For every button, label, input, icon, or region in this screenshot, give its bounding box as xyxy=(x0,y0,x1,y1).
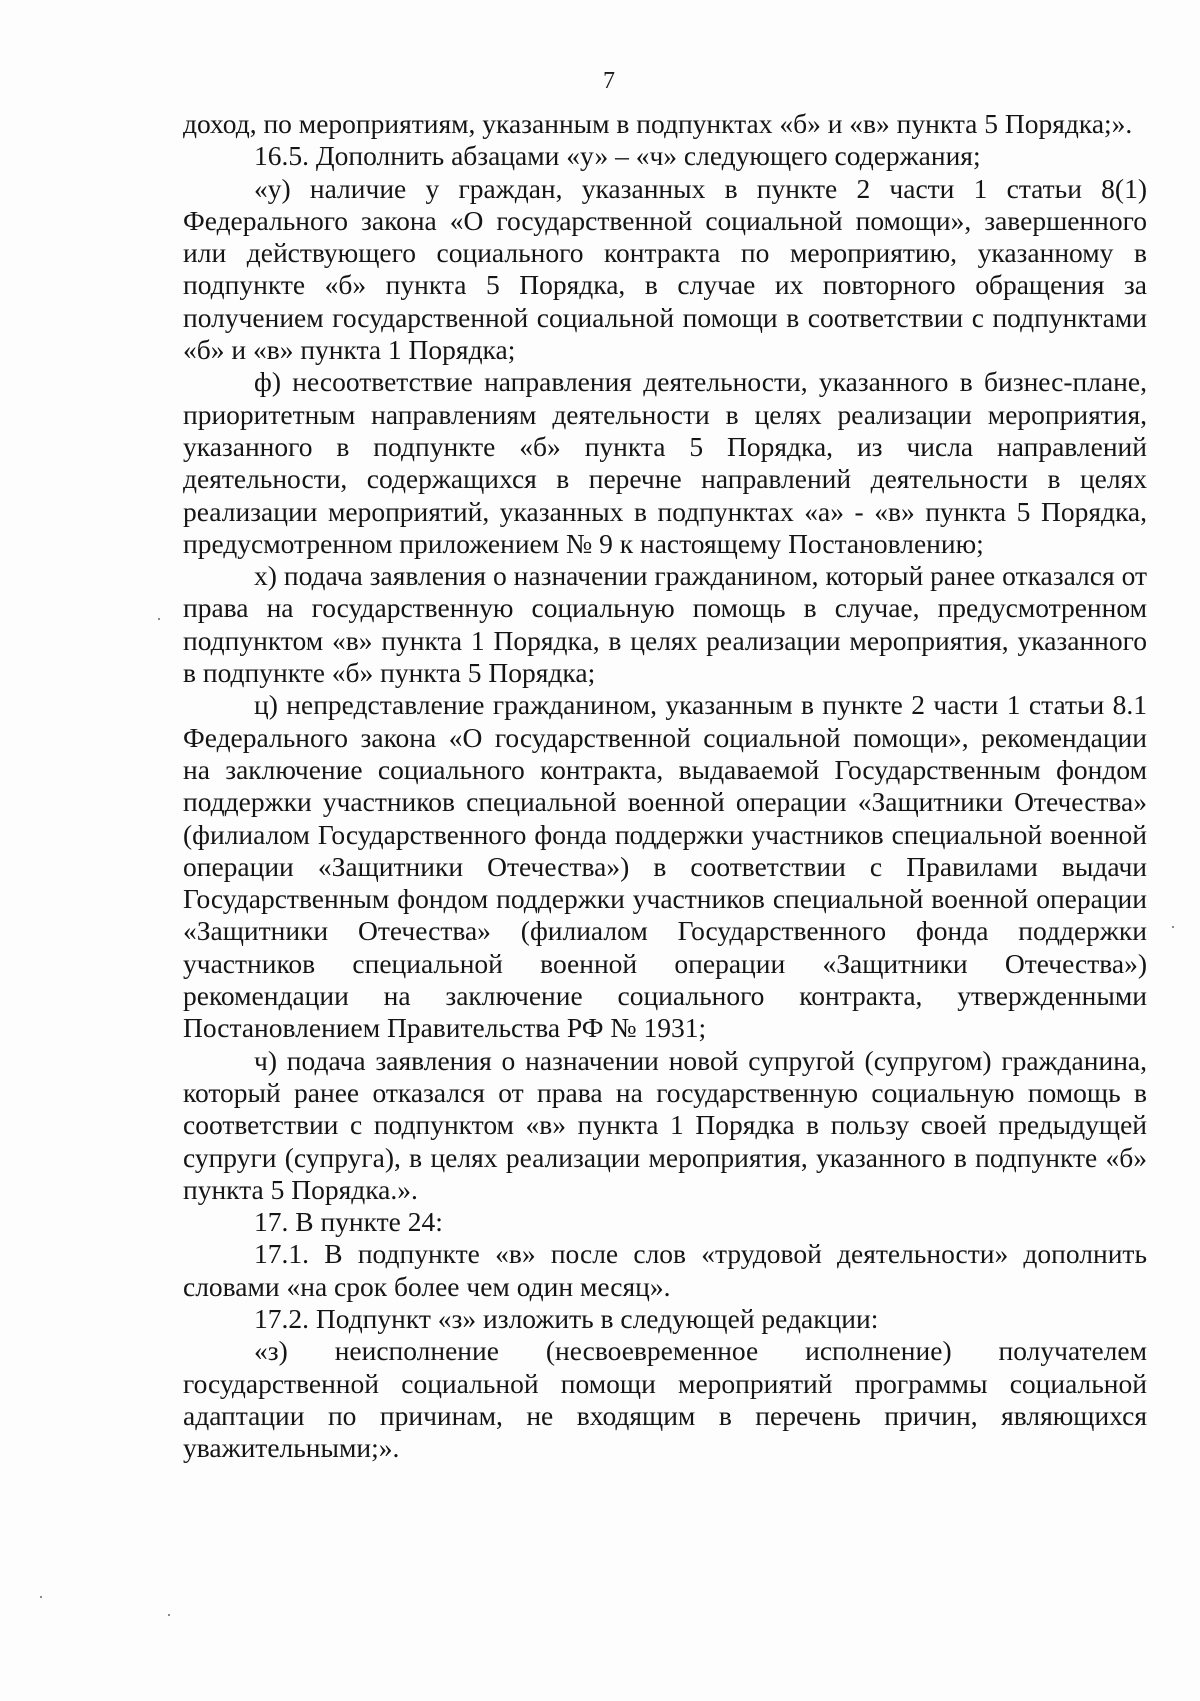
scan-speck xyxy=(168,1614,170,1616)
paragraph-item-f: ф) несоответствие направления деятельности, указанного в бизнес-плане, приоритетным направлениям деятельности в целях реализации мероприятия, указанного в подпункте «б» пункта 5 Порядка, из числа направлений деятельности, содержащихся в перечне направлений деятельности в целях реализации мероприятий, указанных в подпунктах «а» - «в» пункта 5 Порядка, предусмотренном приложением № 9 к настоящему Постановлению; xyxy=(183,366,1147,559)
page-number: 7 xyxy=(603,68,615,94)
scan-speck xyxy=(1172,926,1174,928)
paragraph-item-h: х) подача заявления о назначении гражданином, который ранее отказался от права на государственную социальную помощь в случае, предусмотренном подпунктом «в» пункта 1 Порядка, в целях реализации мероприятия, указанного в подпункте «б» пункта 5 Порядка; xyxy=(183,560,1147,689)
paragraph-continuation: доход, по мероприятиям, указанным в подпунктах «б» и «в» пункта 5 Порядка;». xyxy=(183,108,1133,139)
scan-speck xyxy=(40,1596,42,1598)
paragraph-17-2: 17.2. Подпункт «з» изложить в следующей редакции: xyxy=(254,1302,879,1334)
paragraph-item-ts: ц) непредставление гражданином, указанным в пункте 2 части 1 статьи 8.1 Федерального закона «О государственной социальной помощи», рекомендации на заключение социального контракта, выдаваемой Государственным фондом поддержки участников специальной военной операции «Защитники Отечества» (филиалом Государственного фонда поддержки участников специальной военной операции «Защитники Отечества») в соответствии с Правилами выдачи Государственным фондом поддержки участников специальной военной операции «Защитники Отечества» (филиалом Государственного фонда поддержки участников специальной военной операции «Защитники Отечества») рекомендации на заключение социального контракта, утвержденными Постановлением Правительства РФ № 1931; xyxy=(183,689,1147,1044)
paragraph-17: 17. В пункте 24: xyxy=(254,1206,443,1238)
paragraph-item-z: «з) неисполнение (несвоевременное исполнение) получателем государственной социальной помощи мероприятий программы социальной адаптации по причинам, не входящим в перечень причин, являющихся уважительными;». xyxy=(183,1335,1147,1464)
paragraph-17-1: 17.1. В подпункте «в» после слов «трудовой деятельности» дополнить словами «на срок более чем один месяц». xyxy=(183,1238,1147,1302)
paragraph-item-ch: ч) подача заявления о назначении новой супругой (супругом) гражданина, который ранее отказался от права на государственную социальную помощь в соответствии с подпунктом «в» пункта 1 Порядка в пользу своей предыдущей супруги (супруга), в целях реализации мероприятия, указанного в подпункте «б» пункта 5 Порядка.». xyxy=(183,1044,1147,1205)
paragraph-16-5: 16.5. Дополнить абзацами «у» – «ч» следующего содержания; xyxy=(254,140,981,172)
scan-speck xyxy=(158,618,160,620)
paragraph-item-u: «у) наличие у граждан, указанных в пункте 2 части 1 статьи 8(1) Федерального закона «О государственной социальной помощи», завершенного или действующего социального контракта по мероприятию, указанному в подпункте «б» пункта 5 Порядка, в случае их повторного обращения за получением государственной социальной помощи в соответствии с подпунктами «б» и «в» пункта 1 Порядка; xyxy=(183,172,1147,366)
document-body xyxy=(183,108,1147,1464)
